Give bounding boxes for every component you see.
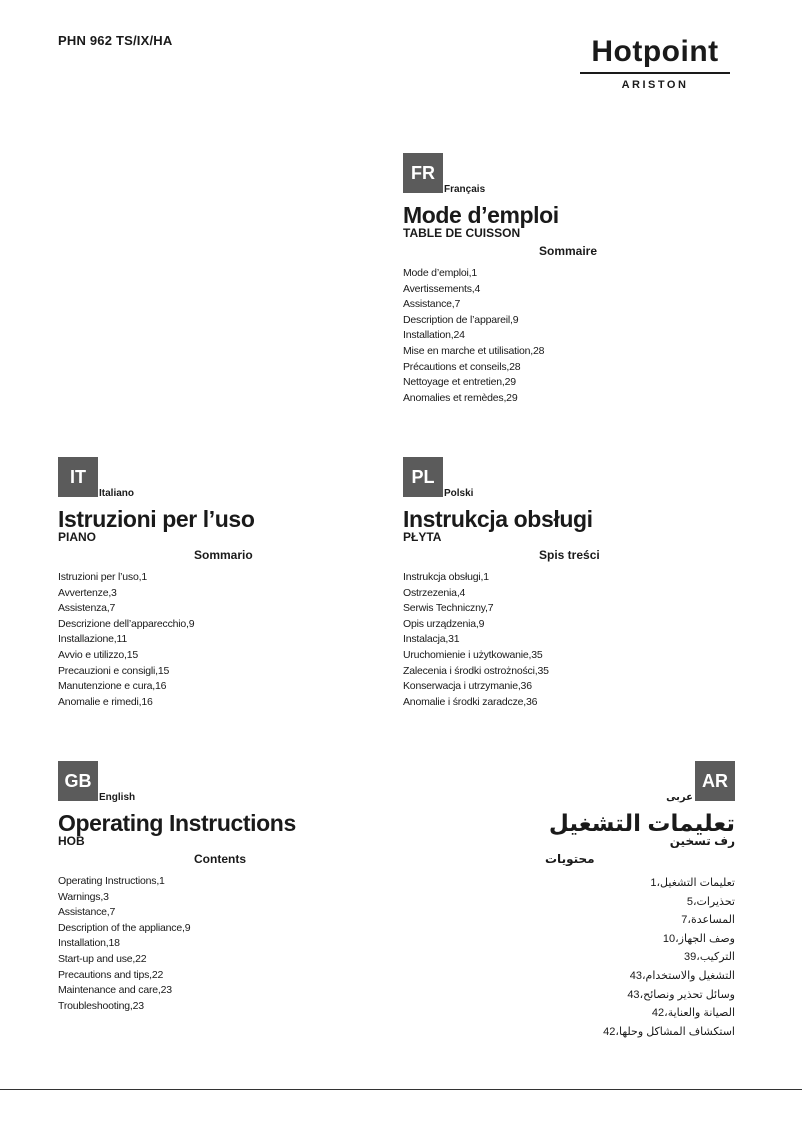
toc-item: Nettoyage et entretien,29 [403,376,516,389]
language-name-gb: English [99,792,136,803]
language-badge-pl: PL [403,457,443,497]
contents-heading-fr: Sommaire [539,244,598,258]
language-name-pl: Polski [444,488,474,499]
contents-heading-gb: Contents [194,852,246,866]
toc-item: Instrukcja obsługi,1 [403,571,489,583]
toc-item: Installation,18 [58,937,120,950]
toc-item: التركيب،39 [684,951,735,964]
bottom-rule [0,1089,802,1090]
language-badge-fr: FR [403,153,443,193]
toc-item: Précautions et conseils,28 [403,360,521,373]
toc-item: Description of the appliance,9 [58,921,191,934]
section-subtitle-gb: HOB [58,834,85,848]
brand-name: Hotpoint [591,35,719,68]
language-badge-it: IT [58,457,98,497]
toc-item: Konserwacja i utrzymanie,36 [403,680,532,693]
toc-item: Uruchomienie i użytkowanie,35 [403,648,543,661]
section-title-pl: Instrukcja obsługi [403,506,593,532]
brand-subname: ARISTON [621,79,689,91]
toc-item: استكشاف المشاكل وحلها،42 [603,1025,735,1038]
toc-item: Mise en marche et utilisation,28 [403,344,545,357]
language-name-fr: Français [444,184,486,195]
toc-item: Installation,24 [403,329,465,342]
section-subtitle-it: PIANO [58,530,97,544]
toc-item: Zalecenia i środki ostrożności,35 [403,664,549,677]
section-title-gb: Operating Instructions [58,810,296,836]
toc-item: Maintenance and care,23 [58,984,172,997]
section-title-it: Istruzioni per l’uso [58,506,255,532]
section-title-ar: تعليمات التشغيل [548,810,735,836]
toc-list-fr [403,266,603,406]
toc-item: وسائل تحذير ونصائح،43 [627,988,735,1001]
toc-item: Operating Instructions,1 [58,875,165,887]
toc-item: Start-up and use,22 [58,952,147,965]
toc-item: المساعدة،7 [681,914,735,927]
toc-item: Avvio e utilizzo,15 [58,648,139,661]
toc-item: وصف الجهاز،10 [662,932,735,945]
contents-heading-ar: محتويات [545,852,595,866]
brand-divider [580,72,730,74]
toc-item: Assistance,7 [58,906,116,919]
toc-item: Instalacja,31 [403,633,460,646]
section-pl [403,457,603,710]
language-badge-ar: AR [695,761,735,801]
section-fr [403,153,603,406]
toc-item: Anomalies et remèdes,29 [403,391,518,404]
toc-item: Precauzioni e consigli,15 [58,664,170,677]
toc-item: تعليمات التشغيل،1 [650,877,735,889]
toc-item: Troubleshooting,23 [58,999,144,1012]
toc-item: التشغيل والاستخدام،43 [629,969,735,982]
toc-item: Precautions and tips,22 [58,968,164,981]
toc-list-it [58,570,258,710]
section-subtitle-pl: PŁYTA [403,530,442,544]
toc-item: Istruzioni per l’uso,1 [58,571,147,583]
toc-item: Mode d’emploi,1 [403,267,478,279]
section-it [58,457,258,710]
section-subtitle-ar: رف تسخين [669,834,735,848]
language-name-it: Italiano [99,488,135,499]
contents-heading-it: Sommario [194,548,253,562]
toc-item: Serwis Techniczny,7 [403,602,494,615]
toc-item: Anomalie e rimedi,16 [58,695,153,708]
brand-logo [580,34,730,91]
toc-item: Assistenza,7 [58,602,116,615]
toc-item: Assistance,7 [403,298,461,311]
toc-list-ar [535,874,735,1041]
toc-item: Warnings,3 [58,890,109,903]
toc-item: تحذيرات،5 [686,895,735,908]
toc-item: Ostrzezenia,4 [403,586,466,599]
section-subtitle-fr: TABLE DE CUISSON [403,226,521,240]
toc-list-pl [403,570,603,710]
contents-heading-pl: Spis treści [539,548,600,562]
toc-item: Description de l’appareil,9 [403,313,519,326]
toc-item: Avertissements,4 [403,282,481,295]
section-ar [535,761,735,1041]
section-title-fr: Mode d’emploi [403,202,559,228]
toc-item: Avvertenze,3 [58,586,117,599]
toc-item: Descrizione dell’apparecchio,9 [58,617,195,630]
language-badge-gb: GB [58,761,98,801]
toc-item: Opis urządzenia,9 [403,617,485,630]
toc-list-gb [58,874,258,1014]
toc-item: الصيانة والعناية،42 [651,1007,735,1020]
language-name-ar: عربى [666,792,693,803]
toc-item: Manutenzione e cura,16 [58,680,167,693]
section-gb [58,761,296,1014]
model-number: PHN 962 TS/IX/HA [58,33,173,48]
toc-item: Installazione,11 [58,633,127,646]
toc-item: Anomalie i środki zaradcze,36 [403,695,538,708]
